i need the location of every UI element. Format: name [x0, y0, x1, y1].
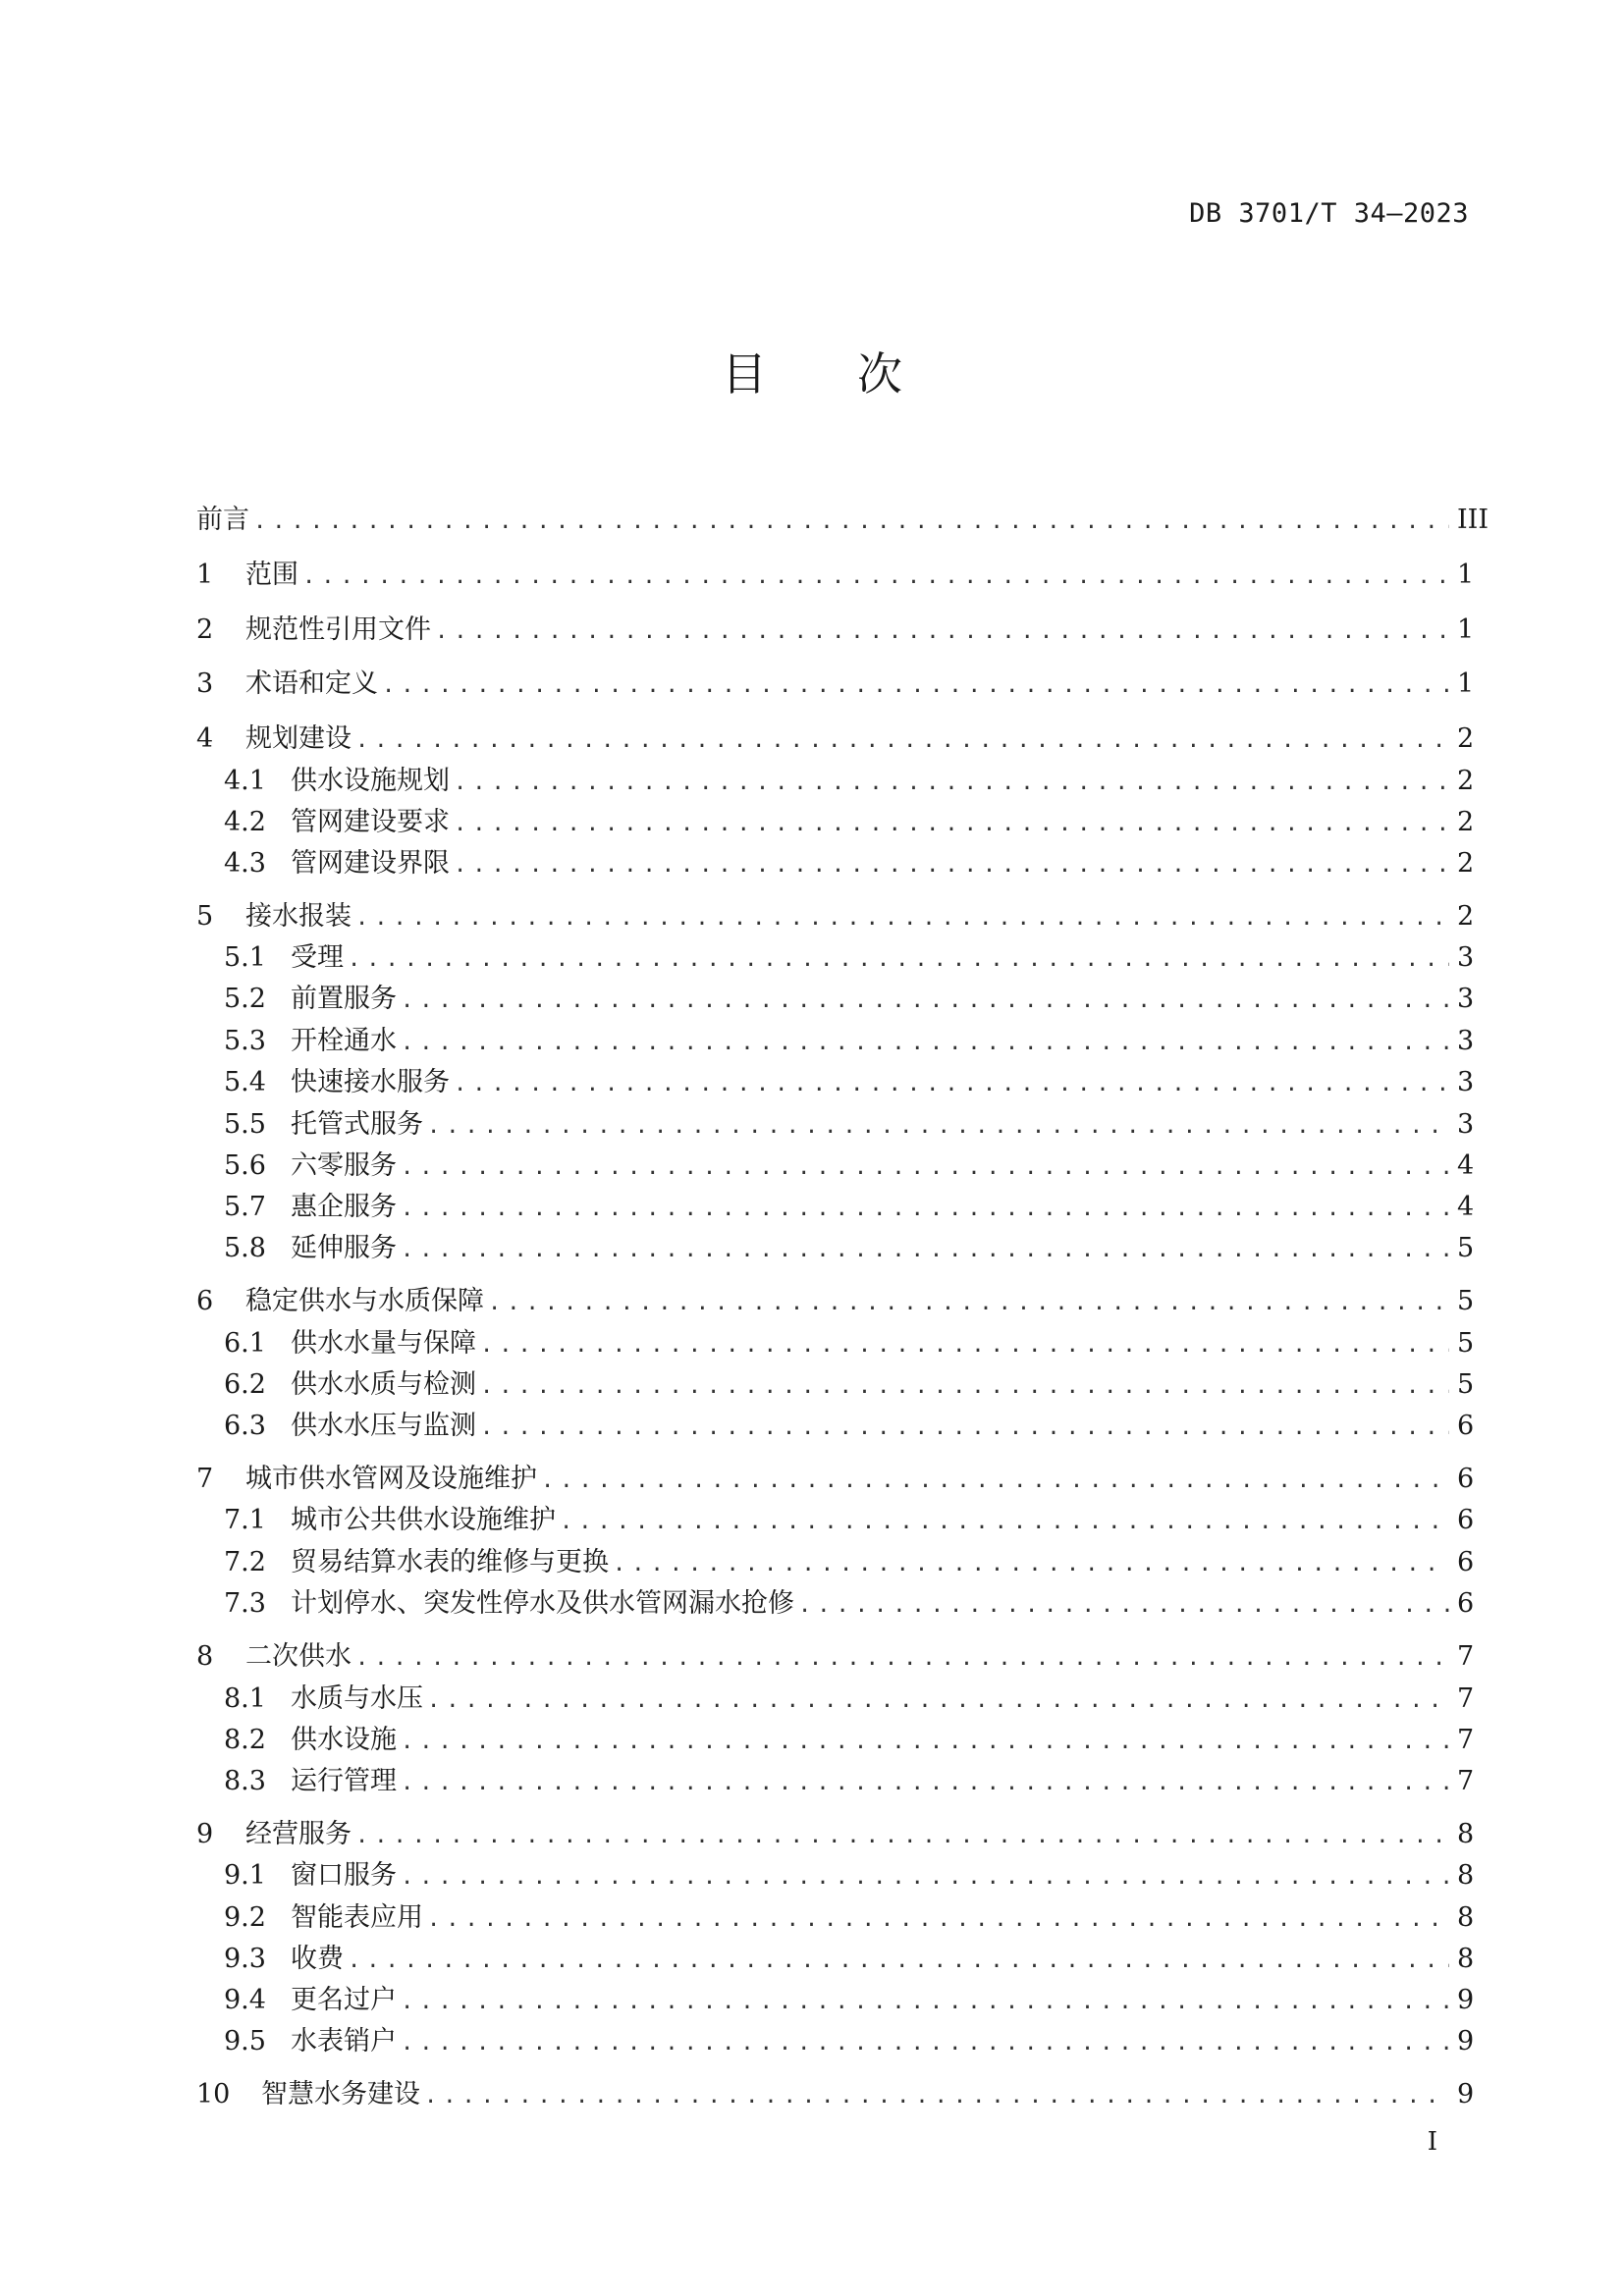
toc-dot-leader [302, 558, 1449, 597]
toc-dot-leader [253, 503, 1449, 542]
toc-entry-label: 供水水压与监测 [291, 1411, 476, 1441]
toc-entry[interactable] [196, 1815, 1475, 1854]
toc-entry[interactable] [196, 2075, 1475, 2114]
toc-entry-number: 5.8 [224, 1233, 266, 1263]
toc-entry-label: 六零服务 [291, 1150, 397, 1181]
toc-entry[interactable] [196, 665, 1475, 704]
toc-entry-label: 管网建设要求 [291, 807, 450, 837]
toc-entry-label: 更名过户 [291, 1985, 397, 2015]
toc-entry-page: 6 [1457, 1411, 1475, 1441]
toc-entry[interactable] [196, 762, 1475, 801]
toc-entry[interactable] [196, 556, 1475, 595]
toc-entry-page: 1 [1457, 668, 1475, 699]
toc-dot-leader [480, 1409, 1449, 1448]
toc-entry-page: 3 [1457, 984, 1475, 1014]
toc-entry-number: 8.2 [224, 1725, 266, 1755]
toc-entry-page: 4 [1457, 1150, 1475, 1181]
toc-dot-leader [480, 1326, 1449, 1365]
toc-entry-label: 二次供水 [245, 1641, 352, 1672]
toc-entry-label: 贸易结算水表的维修与更换 [291, 1547, 609, 1577]
toc-dot-leader [480, 1367, 1449, 1407]
title-char-2: 次 [857, 347, 902, 400]
toc-entry-number: 5.2 [224, 984, 266, 1014]
toc-entry-label: 惠企服务 [291, 1192, 397, 1222]
toc-entry[interactable] [196, 1762, 1475, 1801]
toc-entry-number: 9.3 [224, 1944, 266, 1974]
toc-entry-label: 快速接水服务 [291, 1067, 450, 1097]
toc-entry[interactable] [196, 1680, 1475, 1719]
toc-entry-number: 3 [196, 668, 214, 699]
toc-entry[interactable] [196, 1365, 1475, 1405]
toc-dot-leader [560, 1503, 1449, 1542]
toc-entry[interactable] [196, 1229, 1475, 1268]
toc-entry-number: 9.1 [224, 1860, 266, 1891]
toc-entry[interactable] [196, 611, 1475, 650]
toc-entry-label: 稳定供水与水质保障 [245, 1286, 484, 1316]
toc-dot-leader [401, 1148, 1449, 1188]
toc-entry[interactable] [196, 2022, 1475, 2061]
toc-entry[interactable] [196, 897, 1475, 936]
toc-entry-label: 术语和定义 [245, 668, 378, 699]
toc-dot-leader [798, 1586, 1449, 1626]
toc-dot-leader [541, 1462, 1449, 1501]
toc-entry-page: 9 [1457, 2079, 1475, 2109]
toc-entry-number: 5.1 [224, 942, 266, 973]
toc-entry[interactable] [196, 1407, 1475, 1446]
toc-dot-leader [355, 1639, 1449, 1679]
toc-entry-label: 供水水质与检测 [291, 1369, 476, 1400]
toc-entry-page: 1 [1457, 560, 1475, 590]
toc-dot-leader [488, 1284, 1449, 1323]
toc-entry-label: 城市公共供水设施维护 [291, 1505, 556, 1535]
toc-entry[interactable] [196, 1637, 1475, 1677]
toc-dot-leader [427, 1900, 1449, 1940]
toc-dot-leader [454, 805, 1449, 844]
toc-entry[interactable] [196, 1282, 1475, 1321]
toc-entry-page: 6 [1457, 1547, 1475, 1577]
toc-dot-leader [401, 1024, 1449, 1063]
toc-dot-leader [355, 721, 1449, 761]
toc-entry-page: 6 [1457, 1464, 1475, 1494]
toc-entry-page: 6 [1457, 1505, 1475, 1535]
toc-entry-page: 2 [1457, 766, 1475, 796]
toc-entry-page: 5 [1457, 1286, 1475, 1316]
toc-entry-page: 7 [1457, 1725, 1475, 1755]
toc-entry-label: 管网建设界限 [291, 848, 450, 879]
toc-entry-number: 9.5 [224, 2026, 266, 2056]
toc-entry-page: 7 [1457, 1766, 1475, 1796]
toc-entry-number: 9.4 [224, 1985, 266, 2015]
toc-entry-page: 1 [1457, 614, 1475, 645]
toc-entry-page: 6 [1457, 1588, 1475, 1619]
toc-entry-number: 7 [196, 1464, 214, 1494]
toc-entry-label: 受理 [291, 942, 344, 973]
toc-entry-label: 规划建设 [245, 723, 352, 754]
toc-entry-page: 8 [1457, 1860, 1475, 1891]
toc-entry-number: 5.6 [224, 1150, 266, 1181]
toc-entry[interactable] [196, 1324, 1475, 1363]
toc-entry[interactable] [196, 720, 1475, 759]
toc-entry-number: 9.2 [224, 1902, 266, 1933]
toc-entry-number: 5.5 [224, 1109, 266, 1140]
toc-entry-page: 7 [1457, 1641, 1475, 1672]
toc-entry-number: 4.1 [224, 766, 266, 796]
toc-entry-number: 6 [196, 1286, 214, 1316]
toc-entry-number: 5 [196, 901, 214, 932]
toc-entry-label: 延伸服务 [291, 1233, 397, 1263]
toc-entry-number: 8.3 [224, 1766, 266, 1796]
toc-entry[interactable] [196, 1981, 1475, 2020]
toc-entry[interactable] [196, 1898, 1475, 1938]
toc-entry[interactable] [196, 501, 1489, 540]
toc-entry[interactable] [196, 1147, 1475, 1186]
toc-entry[interactable] [196, 1022, 1475, 1061]
toc-entry-page: 2 [1457, 901, 1475, 932]
toc-entry[interactable] [196, 1460, 1475, 1499]
toc-entry[interactable] [196, 1584, 1475, 1624]
toc-dot-leader [348, 1942, 1449, 1981]
toc-entry-page: III [1457, 505, 1489, 535]
toc-entry-page: 8 [1457, 1819, 1475, 1849]
toc-entry-label: 供水设施规划 [291, 766, 450, 796]
toc-entry-label: 托管式服务 [291, 1109, 423, 1140]
toc-entry-label: 智慧水务建设 [261, 2079, 420, 2109]
toc-entry-number: 4.2 [224, 807, 266, 837]
toc-entry-page: 3 [1457, 1067, 1475, 1097]
toc-dot-leader [435, 613, 1449, 652]
toc-dot-leader [348, 940, 1449, 980]
toc-dot-leader [454, 846, 1449, 885]
page-title [0, 339, 1624, 403]
toc-entry-number: 5.3 [224, 1026, 266, 1056]
toc-entry-label: 收费 [291, 1944, 344, 1974]
toc-entry[interactable] [196, 844, 1475, 883]
toc-entry[interactable] [196, 1501, 1475, 1540]
toc-entry-number: 6.2 [224, 1369, 266, 1400]
toc-entry-label: 城市供水管网及设施维护 [245, 1464, 537, 1494]
toc-entry-label: 开栓通水 [291, 1026, 397, 1056]
toc-dot-leader [454, 764, 1449, 803]
toc-entry[interactable] [196, 1721, 1475, 1760]
toc-entry-number: 6.3 [224, 1411, 266, 1441]
toc-dot-leader [401, 1858, 1449, 1897]
document-code: DB 3701/T 34—2023 [1189, 198, 1469, 229]
toc-dot-leader [355, 1817, 1449, 1856]
toc-entry[interactable] [196, 1063, 1475, 1102]
toc-entry-page: 8 [1457, 1902, 1475, 1933]
toc-entry-label: 运行管理 [291, 1766, 397, 1796]
toc-dot-leader [355, 899, 1449, 938]
toc-entry[interactable] [196, 1856, 1475, 1896]
page-number: I [1427, 2127, 1437, 2157]
toc-entry-page: 3 [1457, 1109, 1475, 1140]
toc-entry-label: 规范性引用文件 [245, 614, 431, 645]
toc-entry-number: 2 [196, 614, 214, 645]
toc-entry-number: 7.1 [224, 1505, 266, 1535]
toc-entry-page: 8 [1457, 1944, 1475, 1974]
toc-entry-number: 5.7 [224, 1192, 266, 1222]
toc-entry-page: 4 [1457, 1192, 1475, 1222]
toc-dot-leader [401, 2024, 1449, 2063]
toc-entry-page: 2 [1457, 807, 1475, 837]
toc-dot-leader [401, 1190, 1449, 1229]
toc-dot-leader [401, 982, 1449, 1021]
toc-entry-number: 1 [196, 560, 214, 590]
toc-entry-number: 8.1 [224, 1683, 266, 1714]
toc-entry-page: 2 [1457, 848, 1475, 879]
toc-entry-label: 供水设施 [291, 1725, 397, 1755]
toc-entry-label: 经营服务 [245, 1819, 352, 1849]
toc-dot-leader [427, 1107, 1449, 1147]
toc-entry-page: 3 [1457, 942, 1475, 973]
toc-entry-label: 供水水量与保障 [291, 1328, 476, 1359]
toc-entry-page: 5 [1457, 1233, 1475, 1263]
toc-entry-number: 5.4 [224, 1067, 266, 1097]
toc-entry-page: 2 [1457, 723, 1475, 754]
toc-entry-number: 7.3 [224, 1588, 266, 1619]
toc-entry-label: 水质与水压 [291, 1683, 423, 1714]
toc-entry-label: 窗口服务 [291, 1860, 397, 1891]
toc-entry-number: 9 [196, 1819, 214, 1849]
toc-entry-label: 接水报装 [245, 901, 352, 932]
toc-entry[interactable] [196, 1543, 1475, 1582]
toc-entry-page: 7 [1457, 1683, 1475, 1714]
toc-entry-label: 水表销户 [291, 2026, 397, 2056]
toc-dot-leader [401, 1764, 1449, 1803]
toc-entry-page: 9 [1457, 2026, 1475, 2056]
toc-entry[interactable] [196, 1188, 1475, 1227]
toc-dot-leader [382, 667, 1449, 706]
toc-entry-number: 7.2 [224, 1547, 266, 1577]
toc-entry-number: 4.3 [224, 848, 266, 879]
toc-entry-label: 智能表应用 [291, 1902, 423, 1933]
toc-entry[interactable] [196, 980, 1475, 1019]
toc-dot-leader [454, 1065, 1449, 1104]
toc-entry[interactable] [196, 1105, 1475, 1145]
toc-dot-leader [424, 2077, 1449, 2116]
toc-entry-page: 5 [1457, 1328, 1475, 1359]
toc-dot-leader [613, 1545, 1449, 1584]
toc-entry[interactable] [196, 803, 1475, 842]
toc-entry-number: 10 [196, 2079, 231, 2109]
toc-entry[interactable] [196, 1940, 1475, 1979]
toc-dot-leader [401, 1723, 1449, 1762]
toc-dot-leader [401, 1231, 1449, 1270]
toc-dot-leader [401, 1983, 1449, 2022]
toc-entry-label: 前置服务 [291, 984, 397, 1014]
toc-entry-page: 3 [1457, 1026, 1475, 1056]
toc-entry[interactable] [196, 938, 1475, 978]
toc-entry-label: 前言 [196, 505, 249, 535]
toc-entry-number: 8 [196, 1641, 214, 1672]
toc-dot-leader [427, 1682, 1449, 1721]
toc-entry-label: 计划停水、突发性停水及供水管网漏水抢修 [291, 1588, 794, 1619]
toc-entry-number: 4 [196, 723, 214, 754]
toc-entry-label: 范围 [245, 560, 298, 590]
toc-entry-page: 9 [1457, 1985, 1475, 2015]
toc-entry-number: 6.1 [224, 1328, 266, 1359]
toc-entry-page: 5 [1457, 1369, 1475, 1400]
title-char-1: 目 [722, 347, 767, 400]
